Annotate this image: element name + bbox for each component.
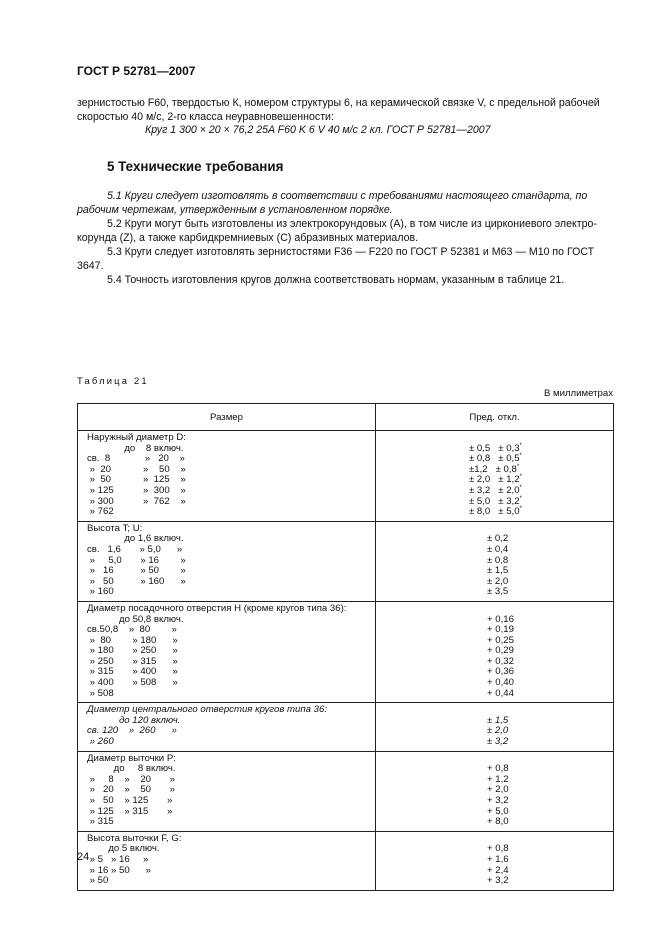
table-caption: Таблица 21 [77, 375, 149, 386]
deviation-cell [376, 431, 614, 522]
deviation-value: + 0,36 [487, 666, 514, 678]
footnote-mark: * [519, 506, 522, 513]
deviation-value: + 3,2 [487, 795, 509, 806]
deviation-value: + 0,40 [487, 677, 514, 689]
table-row [78, 751, 614, 831]
size-range: св. 8 » 20 » [87, 453, 185, 465]
footnote-mark: * [519, 453, 522, 460]
size-range: до 8 включ. [87, 763, 176, 775]
size-range: » 8 » 20 » [87, 773, 175, 785]
deviation-value: + 2,4 [487, 864, 509, 876]
size-range: » 315 [87, 816, 114, 828]
size-cell [78, 831, 376, 890]
group-title: Наружный диаметр D: [87, 432, 186, 443]
size-range: » 125 » 315 » [87, 805, 173, 817]
page-number: 24 [77, 851, 90, 863]
group-title: Высота выточки F, G: [87, 832, 182, 844]
section-title: 5 Технические требования [107, 159, 284, 174]
size-cell [78, 601, 376, 702]
deviation-cell [376, 831, 614, 890]
footnote-mark: * [516, 463, 520, 470]
size-range: » 50 » 125 » [87, 474, 186, 486]
size-range: до 5 включ. [87, 843, 160, 855]
designation-example: Круг 1 300 × 20 × 76,2 25A F60 K 6 V 40 м/с 2 кл. ГОСТ Р 52781—2007 [145, 124, 491, 136]
deviation-value: ± 0,4 [487, 543, 509, 555]
group-title: Диаметр центрального отверстия кругов типа 36: [87, 704, 327, 716]
footnote-mark: * [519, 484, 522, 491]
deviation-value: ± 3,2 ± 2,0* [469, 484, 522, 496]
para-5-3-line-2: 3647. [77, 260, 104, 272]
table-unit: В миллиметрах [543, 388, 613, 399]
size-range: » 50 [87, 875, 109, 887]
deviation-value: + 0,44 [487, 687, 514, 699]
table-row [78, 431, 614, 522]
size-range: » 50 » 160 » [87, 575, 186, 587]
deviation-value: ± 2,0 [487, 725, 509, 737]
size-range: » 5,0 » 16 » [87, 554, 186, 566]
deviation-value: ± 0,8 ± 0,5* [469, 453, 522, 465]
deviation-value: + 1,2 [487, 773, 509, 785]
deviation-value: + 1,6 [487, 853, 509, 865]
para-5-1-line-1: 5.1 Круги следует изготовлять в соответствии с требованиями настоящего стандарта, по [107, 190, 588, 202]
para-5-2-line-2: корунда (Z), а также карбидкремниевых (С) абразивных материалов. [77, 232, 419, 244]
table-row [78, 601, 614, 702]
size-range: » 5 » 16 » [87, 853, 149, 865]
size-range: » 260 [87, 736, 114, 748]
size-range: » 300 » 762 » [87, 495, 186, 507]
deviation-value: + 0,8 [487, 763, 509, 775]
para-5-3-line-1: 5.3 Круги следует изготовлять зернистостями F36 — F220 по ГОСТ Р 52381 и М63 — М10 по ГОСТ [107, 246, 595, 258]
footnote-mark: * [519, 442, 522, 449]
size-range: » 315 » 400 » [87, 666, 178, 678]
deviation-value: + 2,0 [487, 784, 509, 796]
deviation-value: ± 2,0 [487, 575, 509, 587]
intro-line-1: зернистостью F60, твердостью К, номером структуры 6, на керамической связке V, с предельной рабочей [77, 97, 600, 109]
size-range: » 250 » 315 » [87, 655, 178, 667]
deviation-value: + 0,16 [487, 613, 514, 625]
size-range: » 180 » 250 » [87, 645, 178, 657]
deviation-value: + 8,0 [487, 816, 509, 828]
size-range: до 1,6 включ. [87, 533, 184, 545]
deviation-value: ± 8,0 ± 5,0* [469, 506, 522, 518]
para-5-1-line-2: рабочим чертежам, утвержденным в установленном порядке. [77, 204, 393, 216]
tolerance-table [77, 403, 614, 891]
size-range: до 8 включ. [87, 442, 184, 454]
deviation-value: + 0,25 [487, 634, 514, 646]
group-title: Диаметр выточки P: [87, 752, 176, 764]
size-cell [78, 703, 376, 751]
size-range: св. 120 » 260 » [87, 725, 177, 737]
intro-line-2: скоростью 40 м/с, 2-го класса неуравновешенности: [77, 111, 334, 123]
deviation-value: ± 0,8 [487, 554, 509, 566]
size-range: » 80 » 180 » [87, 634, 178, 646]
deviation-cell [376, 601, 614, 702]
size-range: св.50,8 » 80 » [87, 624, 177, 636]
deviation-value: + 3,2 [487, 875, 509, 887]
footnote-mark: * [519, 495, 522, 502]
deviation-value: + 0,8 [487, 843, 509, 855]
size-cell [78, 751, 376, 831]
deviation-value: + 0,29 [487, 645, 514, 657]
size-range: » 762 [87, 506, 114, 518]
table-body [78, 431, 614, 891]
column-header-size: Размер [78, 404, 376, 431]
size-range: » 16 » 50 » [87, 565, 186, 577]
deviation-value: ± 5,0 ± 3,2* [469, 495, 522, 507]
deviation-cell [376, 751, 614, 831]
size-range: » 508 [87, 687, 114, 699]
deviation-value: ± 3,5 [487, 586, 509, 598]
deviation-value: ± 1,5 [487, 565, 509, 577]
deviation-value: ±1,2 ± 0,8* [469, 463, 520, 475]
footnote-mark: * [519, 474, 522, 481]
deviation-value: ± 0,5 ± 0,3* [469, 442, 522, 454]
deviation-cell [376, 521, 614, 601]
para-5-4-line-1: 5.4 Точность изготовления кругов должна соответствовать нормам, указанным в таблице 21. [107, 274, 565, 286]
deviation-cell [376, 703, 614, 751]
size-range: до 50,8 включ. [87, 613, 184, 625]
size-range: » 50 » 125 » [87, 795, 173, 806]
deviation-value: + 0,19 [487, 624, 514, 636]
size-range: до 120 включ. [87, 714, 181, 726]
deviation-value: ± 0,2 [487, 533, 509, 545]
size-cell [78, 431, 376, 522]
deviation-value: ± 3,2 [487, 736, 509, 748]
size-range: » 400 » 508 » [87, 677, 178, 689]
document-header: ГОСТ Р 52781—2007 [77, 64, 196, 78]
table-row [78, 521, 614, 601]
size-range: » 160 [87, 586, 114, 598]
size-range: » 20 » 50 » [87, 463, 186, 475]
deviation-value: ± 1,5 [487, 714, 509, 726]
group-title: Высота T; U: [87, 522, 143, 534]
table-row [78, 703, 614, 751]
para-5-2-line-1: 5.2 Круги могут быть изготовлены из электрокорундовых (А), в том числе из циркониевого электро- [107, 218, 597, 230]
size-range: » 125 » 300 » [87, 484, 186, 496]
column-header-deviation: Пред. откл. [376, 404, 614, 431]
size-cell [78, 521, 376, 601]
group-title: Диаметр посадочного отверстия H (кроме кругов типа 36): [87, 602, 347, 614]
size-range: » 16 » 50 » [87, 864, 152, 876]
deviation-value: + 0,32 [487, 655, 514, 667]
deviation-value: + 5,0 [487, 805, 509, 817]
size-range: » 20 » 50 » [87, 784, 175, 796]
table-row [78, 831, 614, 890]
size-range: св. 1,6 » 5,0 » [87, 543, 183, 555]
deviation-value: ± 2,0 ± 1,2* [469, 474, 522, 486]
